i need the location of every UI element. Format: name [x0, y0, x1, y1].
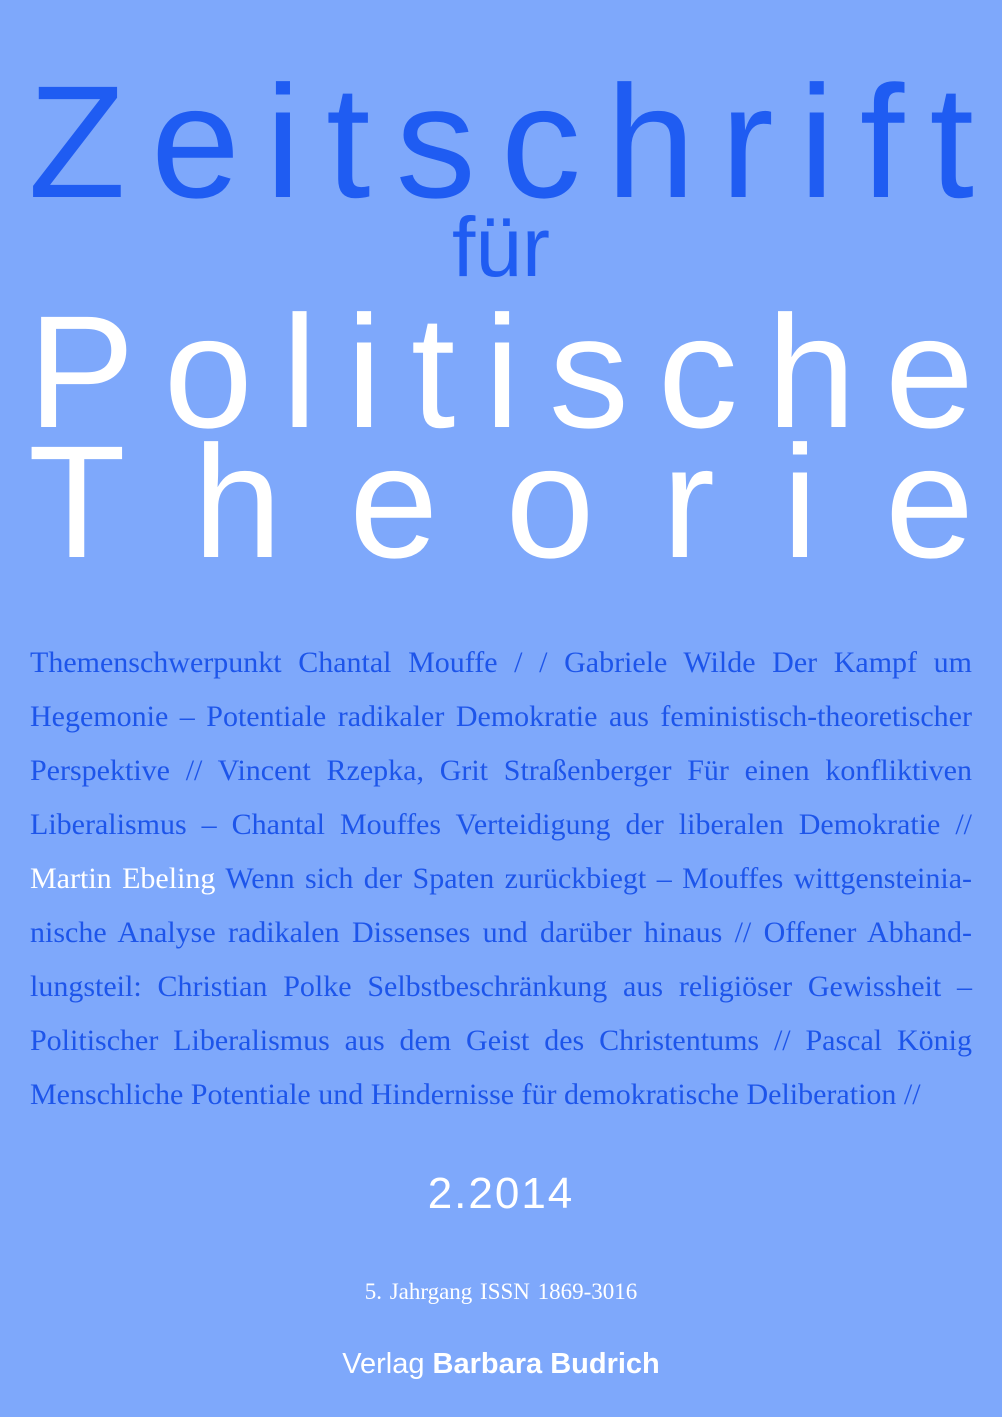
table-of-contents: [30, 636, 972, 1122]
contents-line: Perspektive // Vincent Rzepka, Grit Straßenberger Für einen konfliktiven: [30, 754, 972, 787]
contents-line: Hegemonie – Potentiale radikaler Demokratie aus feministisch-theoretischer: [30, 700, 972, 733]
title-letter: s: [548, 282, 629, 461]
title-letter: e: [885, 412, 974, 591]
contents-line: Liberalismus – Chantal Mouffes Verteidigung der liberalen Demokratie //: [30, 808, 972, 841]
title-letter: e: [349, 412, 439, 591]
issue-number: 2.2014: [427, 1169, 575, 1218]
title-letter: l: [281, 282, 318, 461]
title-letter: c: [500, 52, 581, 231]
title-letter: i: [782, 412, 818, 591]
title-politische: [28, 282, 974, 461]
title-fuer: für: [451, 200, 551, 294]
title-letter: P: [28, 282, 135, 461]
title-letter: s: [395, 52, 476, 231]
contents-line: Politischer Liberalismus aus dem Geist des Christentums // Pascal König: [30, 1024, 972, 1057]
author-name: Martin Ebeling: [30, 862, 216, 895]
contents-line: lungsteil: Christian Polke Selbstbeschränkung aus religiöser Gewissheit –: [30, 970, 972, 1003]
title-letter: e: [884, 282, 974, 461]
title-letter: Z: [28, 52, 126, 231]
title-letter: i: [346, 282, 382, 461]
title-letter: r: [661, 412, 715, 591]
title-letter: e: [150, 52, 240, 231]
title-letter: h: [192, 412, 282, 591]
title-letter: o: [163, 282, 253, 461]
publisher: [0, 1350, 1002, 1379]
title-letter: T: [28, 412, 126, 591]
volume-issn: 5. Jahrgang ISSN 1869-3016: [364, 1279, 638, 1304]
title-letter: t: [326, 52, 371, 231]
publisher-name: Barbara Budrich: [432, 1348, 660, 1380]
title-letter: o: [505, 412, 595, 591]
title-zeitschrift: [28, 52, 974, 231]
title-letter: f: [859, 52, 905, 231]
title-letter: c: [657, 282, 738, 461]
title-letter: i: [798, 52, 835, 231]
title-letter: i: [484, 282, 520, 461]
publisher-prefix: Verlag: [342, 1348, 425, 1380]
title-letter: t: [410, 282, 456, 461]
contents-line: Menschliche Potentiale und Hindernisse für demokratische Deliberation //: [30, 1078, 921, 1111]
title-theorie: [28, 412, 974, 591]
contents-line: nische Analyse radikalen Dissenses und darüber hinaus // Offener Abhand-: [30, 916, 972, 949]
article-title: Wenn sich der Spaten zurückbiegt – Mouffes wittgensteinia-: [225, 862, 972, 895]
title-letter: r: [720, 52, 774, 231]
title-letter: h: [766, 282, 856, 461]
contents-line: Themenschwerpunkt Chantal Mouffe / / Gabriele Wilde Der Kampf um: [30, 646, 972, 679]
title-letter: t: [929, 52, 974, 231]
title-letter: h: [606, 52, 696, 231]
title-letter: i: [265, 52, 301, 231]
contents-line: [30, 852, 972, 906]
